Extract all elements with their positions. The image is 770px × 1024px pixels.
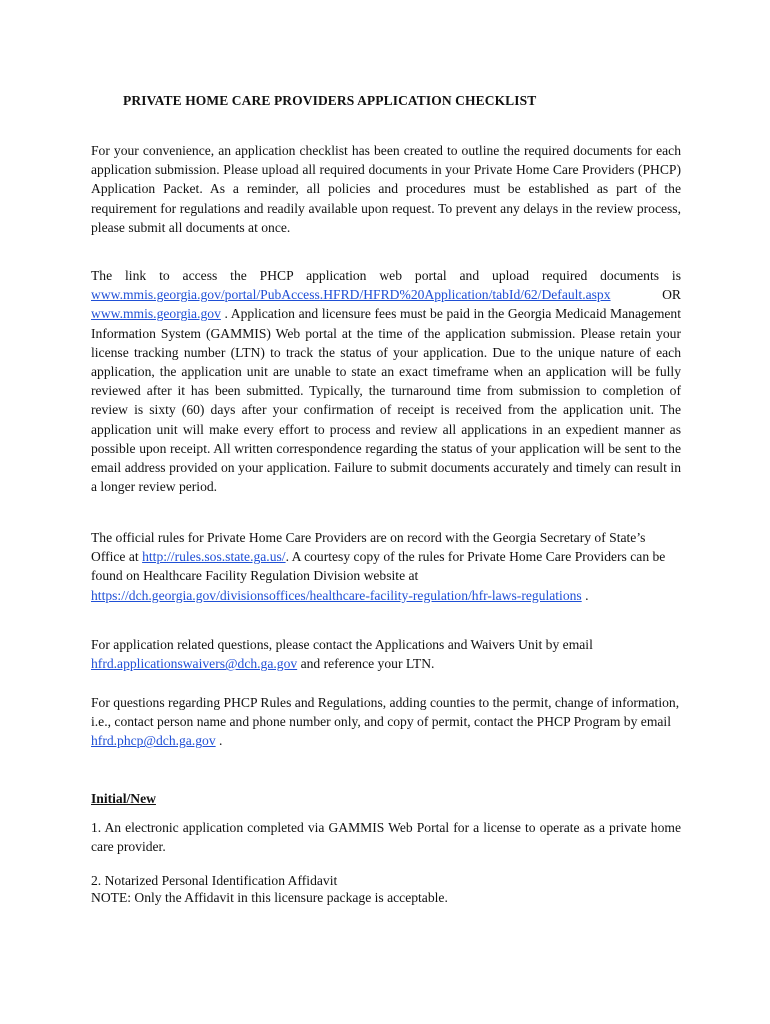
rules-contact-paragraph xyxy=(91,693,681,751)
gammis-portal-link[interactable]: www.mmis.georgia.gov/portal/PubAccess.HFRD/HFRD%20Application/tabId/62/Default.aspx xyxy=(91,287,611,303)
portal-paragraph xyxy=(91,266,681,496)
applications-waivers-email-link[interactable]: hfrd.applicationswaivers@dch.ga.gov xyxy=(91,656,298,672)
page-title: PRIVATE HOME CARE PROVIDERS APPLICATION CHECKLIST xyxy=(123,93,537,108)
rules-paragraph xyxy=(91,528,681,605)
applications-contact-paragraph xyxy=(91,635,681,673)
checklist-item-2 xyxy=(91,871,681,907)
portal-text xyxy=(91,266,681,496)
intro-text: For your convenience, an application checklist has been created to outline the required documents for each application submission. Please upload all required documents in your Private Home Care Providers (PHCP) Application Packet. As a reminder, all policies and procedures must be established as part of the requirement for regulations and readily available upon request. To prevent any delays in the review process, please submit all documents at once. xyxy=(91,143,681,235)
rules-text-before: The official rules for Private Home Care Providers are on record with the Georgia Secretary of State’s Office at xyxy=(91,530,646,565)
rules-contact-after: . xyxy=(219,733,223,749)
rules-text xyxy=(91,528,681,605)
applications-contact-after: and reference your LTN. xyxy=(300,656,435,672)
portal-text-before: The link to access the PHCP application web portal and upload required documents is xyxy=(91,268,681,283)
checklist-item-text: 1. An electronic application completed via GAMMIS Web Portal for a license to operate as a private home care provider. xyxy=(91,820,681,855)
rules-text-middle: . A courtesy copy of the rules for Private Home Care Providers can be found on Healthcare Facility Regulation Division website at xyxy=(91,549,666,584)
checklist-item-note: NOTE: Only the Affidavit in this licensure package is acceptable. xyxy=(91,890,448,906)
checklist-item-text: 2. Notarized Personal Identification Affidavit xyxy=(91,873,338,888)
phcp-email-link[interactable]: hfrd.phcp@dch.ga.gov xyxy=(91,733,216,749)
rules-contact-text xyxy=(91,693,681,751)
rules-contact-before: For questions regarding PHCP Rules and Regulations, adding counties to the permit, change of information, i.e., contact person name and phone number only, and copy of permit, contact the PHCP Program by email xyxy=(91,695,680,730)
portal-text-after: . Application and licensure fees must be paid in the Georgia Medicaid Management Information System (GAMMIS) Web portal at the time of the application submission. Please retain your license tracking number (LTN) to track the status of your application. Due to the unique nature of each application, the application unit are unable to state an exact timeframe when an application will be fully reviewed after it has been submitted. Typically, the turnaround time from submission to completion of review is sixty (60) days after your confirmation of receipt is received from the application unit. The application unit will make every effort to process and review all applications in an expedient manner as possible upon receipt. All written correspondence regarding the status of your application will be sent to the email address provided on your application. Failure to submit documents accurately and timely can result in a longer review period. xyxy=(91,306,681,495)
hfr-laws-regulations-link[interactable]: https://dch.georgia.gov/divisionsoffices/healthcare-facility-regulation/hfr-laws-regulations xyxy=(91,587,582,603)
rules-text-after: . xyxy=(585,587,589,603)
checklist-item-1 xyxy=(91,818,681,856)
mmis-link[interactable]: www.mmis.georgia.gov xyxy=(91,306,221,322)
sos-rules-link[interactable]: http://rules.sos.state.ga.us/ xyxy=(142,549,286,565)
applications-contact-text xyxy=(91,635,681,673)
applications-contact-before: For application related questions, please contact the Applications and Waivers Unit by email xyxy=(91,637,593,652)
portal-or-text: OR xyxy=(662,287,681,303)
section-heading-initial-new: Initial/New xyxy=(91,791,156,806)
intro-paragraph xyxy=(91,141,681,237)
